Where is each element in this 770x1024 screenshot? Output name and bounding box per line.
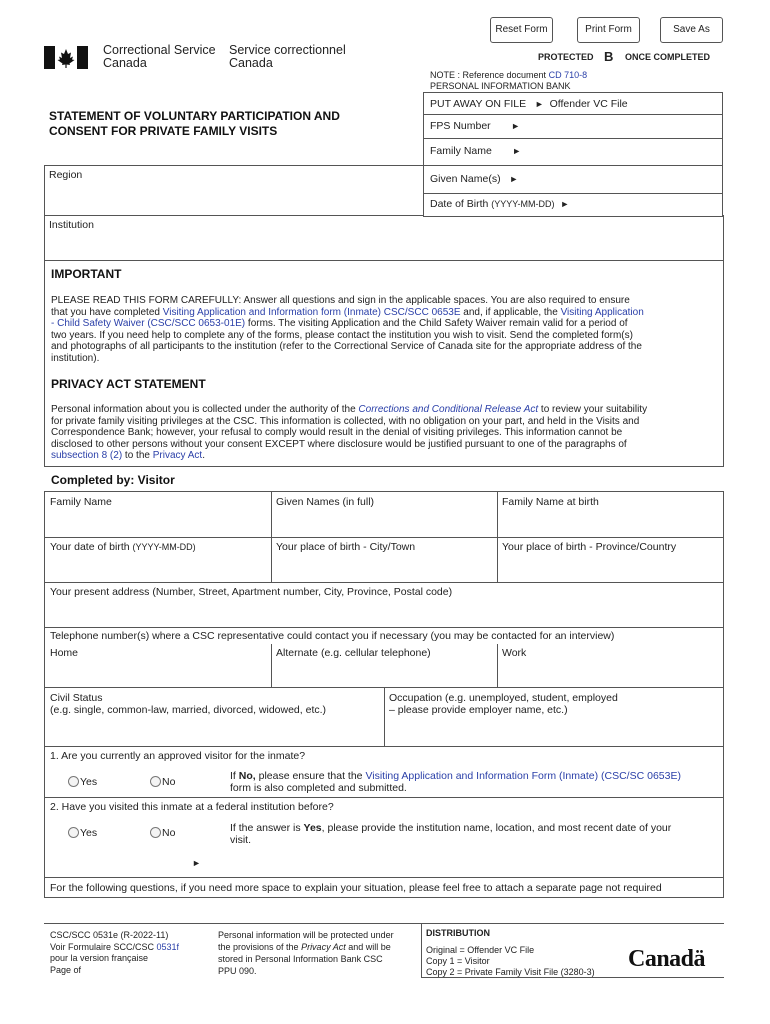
visitor-dob-field[interactable]: Your date of birth (YYYY-MM-DD): [50, 541, 196, 553]
alternate-phone-field[interactable]: Alternate (e.g. cellular telephone): [276, 647, 431, 659]
work-phone-field[interactable]: Work: [502, 647, 527, 659]
radio-icon: [68, 827, 79, 838]
offender-given-name-field[interactable]: Given Name(s) ►: [430, 173, 519, 185]
protected-label: PROTECTED: [538, 52, 594, 62]
q2-note: If the answer is Yes, please provide the institution name, location, and most recent date of your visit.: [230, 822, 672, 846]
page-number: Page of: [50, 964, 82, 975]
arrow-right-icon: ►: [560, 199, 570, 209]
agency-name-fr: Service correctionnel Canada: [229, 43, 346, 70]
offender-family-name-field[interactable]: Family Name ►: [430, 145, 522, 157]
arrow-right-icon: ►: [509, 174, 519, 184]
q1-no-radio[interactable]: No: [150, 776, 175, 788]
arrow-right-icon: ►: [534, 99, 544, 109]
print-form-button[interactable]: Print Form: [577, 17, 640, 43]
offender-dob-field[interactable]: Date of Birth (YYYY-MM-DD) ►: [430, 198, 570, 210]
page-title: STATEMENT OF VOLUNTARY PARTICIPATION AND CONSENT FOR PRIVATE FAMILY VISITS: [49, 109, 340, 138]
visiting-application-waiver-link[interactable]: Visiting Application: [560, 306, 644, 318]
arrow-right-icon: ►: [192, 858, 201, 868]
french-form-link[interactable]: 0531f: [156, 941, 180, 952]
more-space-note: For the following questions, if you need more space to explain your situation, please feel free to attach a separate page not required: [50, 882, 662, 894]
cd-710-8-link[interactable]: CD 710-8: [548, 70, 588, 80]
institution-field[interactable]: Institution: [49, 219, 94, 231]
visitor-address-field[interactable]: Your present address (Number, Street, Apartment number, City, Province, Postal code): [50, 586, 453, 598]
visitor-given-names-field[interactable]: Given Names (in full): [276, 496, 375, 508]
save-as-button[interactable]: Save As: [660, 17, 723, 43]
civil-status-field[interactable]: Civil Status (e.g. single, common-law, married, divorced, widowed, etc.): [50, 692, 327, 716]
q2-no-radio[interactable]: No: [150, 827, 175, 839]
canada-wordmark: Canadä: [628, 946, 706, 972]
visitor-section-heading: Completed by: Visitor: [51, 473, 175, 487]
once-completed-label: ONCE COMPLETED: [625, 52, 711, 62]
radio-icon: [150, 827, 161, 838]
form-code-block: CSC/SCC 0531e (R-2022-11) Voir Formulaire SCC/CSC 0531f pour la version française Page of: [50, 930, 180, 975]
protected-level: B: [604, 49, 614, 64]
phone-intro-label: Telephone number(s) where a CSC representative could contact you if necessary (you may be contacted for an interview): [50, 630, 615, 642]
visitor-family-name-birth-field[interactable]: Family Name at birth: [502, 496, 599, 508]
fps-number-field[interactable]: FPS Number ►: [430, 120, 521, 132]
visitor-pob-province-field[interactable]: Your place of birth - Province/Country: [502, 541, 677, 553]
visiting-application-form-link[interactable]: Visiting Application and Information Form (Inmate) (CSC/SC 0653E): [365, 770, 681, 782]
radio-icon: [150, 776, 161, 787]
subsection-8-2-link[interactable]: subsection 8 (2): [51, 450, 123, 461]
canada-flag-icon: [44, 46, 88, 69]
privacy-heading: PRIVACY ACT STATEMENT: [51, 377, 206, 391]
arrow-right-icon: ►: [512, 146, 522, 156]
visitor-family-name-field[interactable]: Family Name: [50, 496, 112, 508]
important-text: PLEASE READ THIS FORM CAREFULLY: Answer all questions and sign in the applicable spaces. You are also required to ensure that you have completed Visiting Application and Information form (Inmate) CSC/SCC 0653E and, if applicable, the Visiting Application - Child Safety Waiver (CSC/SCC 0653-01E) forms. The visiting Application and the Child Safety Waiver remain valid for a period of two years. If you need help to complete any of the forms, please contact the institution you wish to visit. Send the completed form(s) and photographs of all participants to the institution (refer to the Correctional Service of Canada site for the appropriate address of the institution).: [51, 295, 644, 364]
q2-label: 2. Have you visited this inmate at a federal institution before?: [50, 801, 334, 813]
agency-name-en: Correctional Service Canada: [103, 43, 216, 70]
reference-note: NOTE : Reference document CD 710-8: [430, 70, 588, 80]
important-heading: IMPORTANT: [51, 267, 122, 281]
ccra-link[interactable]: Corrections and Conditional Release Act: [358, 404, 539, 415]
distribution-block: DISTRIBUTION Original = Offender VC File Copy 1 = Visitor Copy 2 = Private Family Visit File (3280-3): [426, 928, 595, 977]
privacy-act-link[interactable]: Privacy Act: [152, 450, 203, 461]
home-phone-field[interactable]: Home: [50, 647, 79, 659]
arrow-right-icon: ►: [511, 121, 521, 131]
occupation-field[interactable]: Occupation (e.g. unemployed, student, employed – please provide employer name, etc.): [389, 692, 618, 716]
q1-yes-radio[interactable]: Yes: [68, 776, 97, 788]
q1-note: If No, please ensure that the Visiting Application and Information Form (Inmate) (CSC/SC 0653E) form is also completed and submitted.: [230, 770, 681, 794]
child-safety-waiver-link[interactable]: - Child Safety Waiver (CSC/SCC 0653-01E): [51, 318, 246, 329]
reset-form-button[interactable]: Reset Form: [490, 17, 553, 43]
put-away-row: PUT AWAY ON FILE ► Offender VC File: [430, 98, 628, 110]
q1-label: 1. Are you currently an approved visitor for the inmate?: [50, 750, 306, 762]
visiting-application-link[interactable]: Visiting Application and Information form (Inmate) CSC/SCC 0653E: [162, 306, 461, 318]
personal-info-bank-label: PERSONAL INFORMATION BANK: [430, 81, 571, 91]
q2-yes-radio[interactable]: Yes: [68, 827, 97, 839]
privacy-text: Personal information about you is collected under the authority of the Corrections and Conditional Release Act to review your suitability for private family visiting privileges at the CSC. This information is collected, with no obligation on your part, and held in the Visits and Correspondence Bank; however, your refusal to comply would result in the denial of visiting privileges. This information cannot be disclosed to other persons without your consent EXCEPT where disclosure would be justified pursuant to one of the paragraphs of subsection 8 (2) to the Privacy Act.: [51, 404, 648, 461]
visitor-pob-city-field[interactable]: Your place of birth - City/Town: [276, 541, 416, 553]
privacy-footer-note: Personal information will be protected under the provisions of the Privacy Act and will be stored in Personal Information Bank CSC PPU 090.: [218, 930, 394, 976]
region-field[interactable]: Region: [49, 169, 83, 181]
radio-icon: [68, 776, 79, 787]
